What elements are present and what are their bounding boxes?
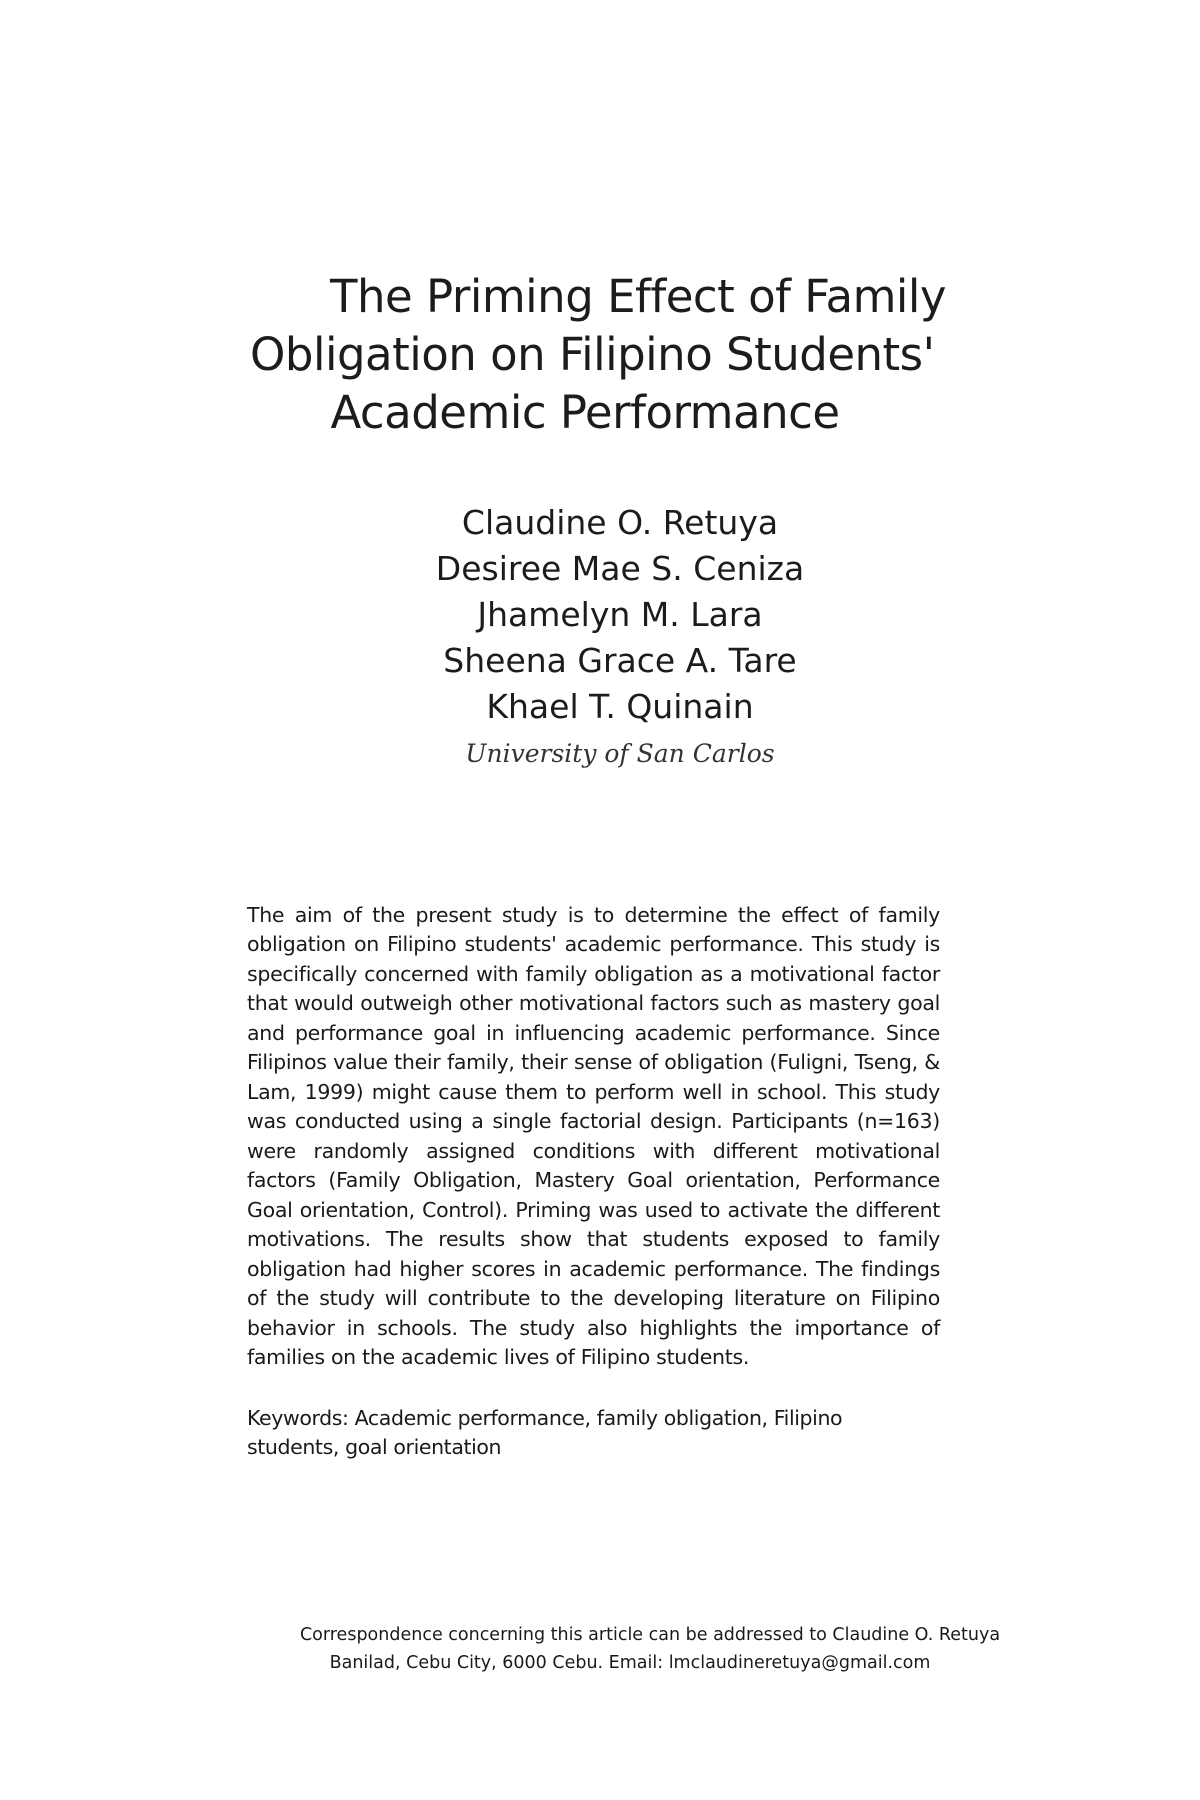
title-line-2: Obligation on Filipino Students'	[250, 328, 935, 381]
keywords: Keywords: Academic performance, family obligation, Filipino students, goal orientation	[247, 1405, 843, 1459]
footnote-line-2: Banilad, Cebu City, 6000 Cebu. Email: lmclaudineretuya@gmail.com	[329, 1653, 931, 1673]
author-name: Sheena Grace A. Tare	[443, 641, 797, 680]
paper-title	[250, 268, 947, 442]
correspondence-footnote	[200, 1621, 1060, 1677]
title-line-3: Academic Performance	[330, 386, 840, 439]
author-list	[400, 500, 840, 774]
author-name: Jhamelyn M. Lara	[477, 595, 763, 634]
footnote-line-1: Correspondence concerning this article can be addressed to Claudine O. Retuya	[299, 1625, 1001, 1645]
affiliation: University of San Carlos	[465, 739, 775, 768]
author-name: Claudine O. Retuya	[461, 503, 779, 542]
abstract-paragraph: The aim of the present study is to determine the effect of family obligation on Filipino students' academic performance. This study is specifically concerned with family obligation as a motivational factor that would outweigh other motivational factors such as mastery goal and performance goal in influencing academic performance. Since Filipinos value their family, their sense of obligation (Fuligni, Tseng, & Lam, 1999) might cause them to perform well in school. This study was conducted using a single factorial design. Participants (n=163) were randomly assigned conditions with different motivational factors (Family Obligation, Mastery Goal orientation, Performance Goal orientation, Control). Priming was used to activate the different motivations. The results show that students exposed to family obligation had higher scores in academic performance. The findings of the study will contribute to the developing literature on Filipino behavior in schools. The study also highlights the importance of families on the academic lives of Filipino students.	[247, 902, 940, 1369]
author-name: Khael T. Quinain	[486, 687, 754, 726]
author-name: Desiree Mae S. Ceniza	[435, 549, 805, 588]
title-line-1: The Priming Effect of Family	[330, 270, 947, 323]
